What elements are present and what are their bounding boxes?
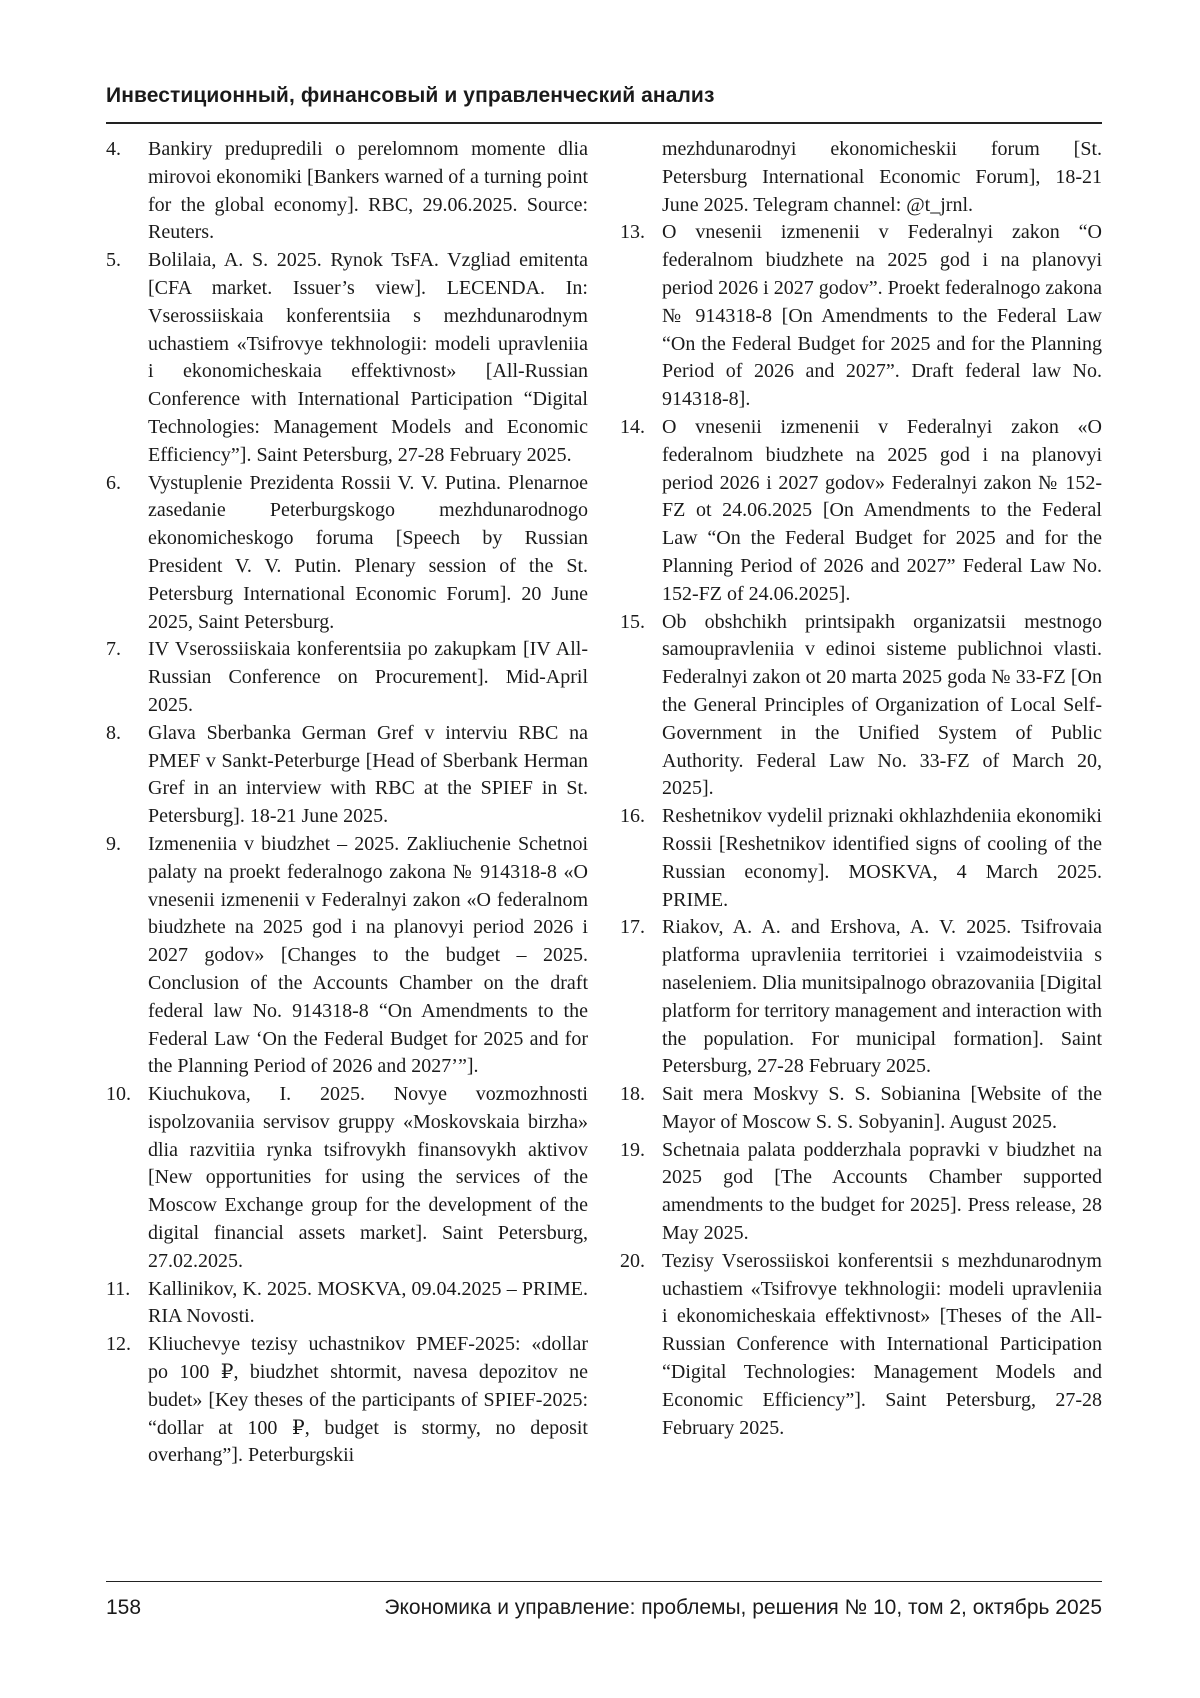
reference-item (620, 414, 1102, 609)
reference-text: Kallinikov, K. 2025. MOSKVA, 09.04.2025 – PRIME. RIA Novosti. (148, 1277, 588, 1328)
reference-number: 6. (106, 471, 121, 494)
reference-number: 20. (620, 1249, 645, 1272)
reference-number: 19. (620, 1138, 645, 1161)
reference-item (620, 1081, 1102, 1137)
reference-number: 11. (106, 1277, 131, 1300)
reference-number: 18. (620, 1083, 645, 1106)
reference-number: 5. (106, 249, 121, 272)
reference-number: 7. (106, 638, 121, 661)
reference-item (620, 1137, 1102, 1248)
reference-item (620, 914, 1102, 1081)
journal-title: Экономика и управление: проблемы, решения № 10, том 2, октябрь 2025 (384, 1596, 1102, 1619)
reference-text: IV Vserossiiskaia konferentsiia po zakupkam [IV All-Russian Conference on Procurement]. Mid-April 2025. (148, 638, 588, 716)
reference-text: Tezisy Vserossiiskoi konferentsii s mezhdunarodnym uchastiem «Tsifrovye tekhnologii: modeli upravleniia i ekonomicheskaia effektivnost» [Theses of the All-Russian Conference with International Participation “Digital Technologies: Management Models and Economic Efficiency”]. Saint Petersburg, 27-28 February 2025. (662, 1249, 1102, 1439)
reference-number: 10. (106, 1083, 131, 1106)
reference-item (106, 1331, 588, 1470)
reference-item (620, 609, 1102, 804)
reference-text: O vnesenii izmenenii v Federalnyi zakon “O federalnom biudzhete na 2025 god i na planovyi period 2026 i 2027 godov”. Proekt federalnogo zakona № 914318-8 [On Amendments to the Federal Law “On the Federal Budget for 2025 and for the Planning Period of 2026 and 2027”. Draft federal law No. 914318-8]. (662, 221, 1102, 411)
reference-item (106, 1081, 588, 1276)
reference-item (620, 219, 1102, 414)
reference-text: Ob obshchikh printsipakh organizatsii mestnogo samoupravleniia v edinoi sisteme publichnoi vlasti. Federalnyi zakon ot 20 marta 2025 goda № 33-FZ [On the General Principles of Organization of Local Self-Government in the Unified System of Public Authority. Federal Law No. 33-FZ of March 20, 2025]. (662, 610, 1102, 800)
reference-item (106, 247, 588, 469)
reference-number: 17. (620, 916, 645, 939)
reference-number: 12. (106, 1333, 131, 1356)
reference-text: O vnesenii izmenenii v Federalnyi zakon «O federalnom biudzhete na 2025 god i na planovyi period 2026 i 2027 godov» Federalnyi zakon № 152-FZ ot 24.06.2025 [On Amendments to the Federal Law “On the Federal Budget for 2025 and for the Planning Period of 2026 and 2027” Federal Law No. 152-FZ of 24.06.2025]. (662, 415, 1102, 605)
running-footer (106, 1581, 1102, 1632)
reference-text: Schetnaia palata podderzhala popravki v biudzhet na 2025 god [The Accounts Chamber supported amendments to the budget for 2025]. Press release, 28 May 2025. (662, 1138, 1102, 1245)
reference-text: Sait mera Moskvy S. S. Sobianina [Website of the Mayor of Moscow S. S. Sobyanin]. August 2025. (662, 1083, 1102, 1133)
references-columns (106, 136, 1102, 1556)
section-title: Инвестиционный, финансовый и управленческий анализ (106, 84, 715, 107)
reference-text: Kliuchevye tezisy uchastnikov PMEF-2025: «dollar po 100 ₽, biudzhet shtormit, navesa depozitov ne budet» [Key theses of the participants of SPIEF-2025: “dollar at 100 ₽, budget is stormy, no deposit overhang”]. Peterburgskii (148, 1333, 588, 1467)
reference-text: Izmeneniia v biudzhet – 2025. Zakliuchenie Schetnoi palaty na proekt federalnogo zakona № 914318-8 «O vnesenii izmenenii v Federalnyi zakon «O federalnom biudzhete na 2025 god i na planovyi period 2026 i 2027 godov» [Changes to the budget – 2025. Conclusion of the Accounts Chamber on the draft federal law No. 914318-8 “On Amendments to the Federal Law ‘On the Federal Budget for 2025 and for the Planning Period of 2026 and 2027’”]. (148, 832, 588, 1078)
reference-text: Vystuplenie Prezidenta Rossii V. V. Putina. Plenarnoe zasedanie Peterburgskogo mezhdunarodnogo ekonomicheskogo foruma [Speech by Russian President V. V. Putin. Plenary session of the St. Petersburg International Economic Forum]. 20 June 2025, Saint Petersburg. (148, 471, 588, 633)
reference-number: 16. (620, 805, 645, 828)
reference-item (620, 803, 1102, 914)
reference-number: 14. (620, 415, 645, 438)
references-left-column (106, 136, 588, 1470)
reference-item (106, 470, 588, 637)
reference-item (106, 136, 588, 247)
reference-text: Riakov, A. A. and Ershova, A. V. 2025. Tsifrovaia platforma upravleniia territoriei i vzaimodeistviia s naseleniem. Dlia munitsipalnogo obrazovaniia [Digital platform for territory management and interaction with the population. For municipal formation]. Saint Petersburg, 27-28 February 2025. (662, 916, 1102, 1078)
reference-text: Reshetnikov vydelil priznaki okhlazhdeniia ekonomiki Rossii [Reshetnikov identified signs of cooling of the Russian economy]. MOSKVA, 4 March 2025. PRIME. (662, 805, 1102, 911)
reference-item (106, 636, 588, 719)
reference-item (106, 831, 588, 1081)
reference-text: Kiuchukova, I. 2025. Novye vozmozhnosti ispolzovaniia servisov gruppy «Moskovskaia birzha» dlia razvitiia rynka tsifrovykh finansovykh aktivov [New opportunities for using the services of the Moscow Exchange group for the development of the digital financial assets market]. Saint Petersburg, 27.02.2025. (148, 1083, 588, 1272)
reference-item (106, 720, 588, 831)
reference-text: Bankiry predupredili o perelomnom momente dlia mirovoi ekonomiki [Bankers warned of a turning point for the global economy]. RBC, 29.06.2025. Source: Reuters. (148, 138, 588, 244)
reference-number: 9. (106, 832, 121, 855)
reference-number: 15. (620, 610, 645, 633)
reference-text: Bolilaia, A. S. 2025. Rynok TsFA. Vzgliad emitenta [CFA market. Issuer’s view]. LECENDA. In: Vserossiiskaia konferentsiia s mezhdunarodnym uchastiem «Tsifrovye tekhnologii: modeli upravleniia i ekonomicheskaia effektivnost» [All-Russian Conference with International Participation “Digital Technologies: Management Models and Economic Efficiency”]. Saint Petersburg, 27-28 February 2025. (148, 249, 588, 466)
running-header (106, 80, 1102, 124)
reference-text: Glava Sberbanka German Gref v interviu RBC na PMEF v Sankt-Peterburge [Head of Sberbank Herman Gref in an interview with RBC at the SPIEF in St. Petersburg]. 18-21 June 2025. (148, 721, 588, 828)
reference-continuation: mezhdunarodnyi ekonomicheskii forum [St. Petersburg International Economic Forum], 18-21 June 2025. Telegram channel: @t_jrnl. (662, 138, 1102, 216)
references-right-column (620, 136, 1102, 1442)
reference-item (106, 1276, 588, 1332)
reference-item (620, 1248, 1102, 1443)
reference-number: 4. (106, 138, 121, 160)
page-number: 158 (106, 1596, 142, 1619)
reference-number: 13. (620, 221, 645, 244)
reference-number: 8. (106, 721, 121, 744)
